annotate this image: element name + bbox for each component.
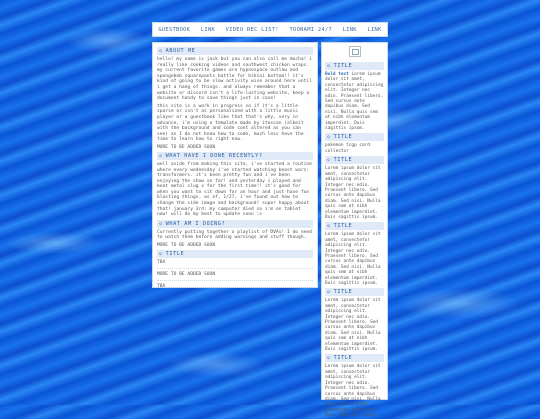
nav-link-3[interactable]: LINK — [367, 26, 382, 33]
nav-link-1[interactable]: LINK — [200, 26, 216, 33]
sidebar-header-5 — [325, 288, 384, 296]
sidebar-title-3: TITLE — [333, 157, 353, 164]
doing-paragraph: Currently putting together a playlist of DVAs! I do need to watch them before adding warnings and stuff though. — [157, 229, 312, 241]
recent-header — [157, 152, 313, 160]
sidebar[interactable] — [321, 42, 388, 419]
divider — [157, 268, 313, 269]
sidebar-text-1-body: Lorem ipsum dolor sit amet, consectetur adipiscing elit. Integer nec odio. Praesent libero. Sed cursus ante dapibus diam. Sed nisi. Nulla quis sem at nibh elementum imperdiet. Duis sagittis ipsum. — [325, 72, 384, 132]
about-paragraph-1: hello! my name is jack but you can also call me mocha! i really like cooking videos and southwest chicken wraps. my current favorite games are hypnospace outlaw and spongebob squarepants battle for bikini bottom!! it's kind of going to be slow activity wise around here until i get a hang of things. and always remember that a website or discord isn't a life-lasting website, keep a document handy to save things just in case! — [157, 57, 312, 102]
diamond-icon: ◇ — [327, 157, 331, 164]
doing-header — [157, 220, 313, 228]
sidebar-text-3: Lorem ipsum dolor sit amet, consectetur adipiscing elit. Integer nec odio. Praesent libero. Sed cursus ante dapibus diam. Sed nisi. Nulla quis sem at nibh elementum imperdiet. Duis sagittis ipsum. — [325, 166, 381, 220]
nav-link-2[interactable]: LINK — [342, 26, 357, 33]
sidebar-title-4: TITLE — [333, 223, 353, 230]
diamond-icon: ◇ — [327, 355, 331, 362]
divider — [157, 280, 313, 281]
sidebar-header-2 — [325, 133, 384, 141]
diamond-icon: ◇ — [327, 63, 331, 69]
about-more-text: MORE TO BE ADDED SOON — [157, 144, 216, 150]
sidebar-header-3 — [325, 156, 384, 164]
sidebar-title-5: TITLE — [333, 289, 353, 296]
nav-link-toonami[interactable]: TOONAMI 24/7 — [289, 26, 333, 33]
diamond-icon: ◇ — [159, 251, 163, 258]
top-nav — [152, 22, 388, 37]
sidebar-title-1: TITLE — [333, 63, 353, 69]
about-paragraph-2: this site is a work in progress so if it's a little sparse or isn't as personalized with a little music player or a guestbook like that that's why, very in advance, i'm using a template made by itoscan (albeit with the background and code cont altered as you can see) as I do not know how to code, much less have the time to learn how to right now. — [157, 103, 304, 143]
about-title: ABOUT ME — [165, 48, 196, 54]
diamond-icon: ◇ — [159, 48, 163, 54]
misc-title: TITLE — [165, 251, 185, 258]
main-content-frame[interactable] — [152, 42, 318, 288]
sidebar-title-6: TITLE — [333, 355, 353, 362]
sidebar-header-6 — [325, 354, 384, 362]
sidebar-text-1 — [325, 72, 384, 131]
doing-title: WHAT AM I DOING? — [165, 220, 226, 227]
misc-tba-2: TBA — [157, 284, 166, 290]
diamond-icon: ◇ — [159, 152, 163, 159]
sidebar-text-2: pokemon tcgp card collector — [325, 143, 370, 154]
recent-title: WHAT HAVE I DONE RECENTLY? — [165, 152, 263, 159]
misc-tba-1: TBA — [157, 260, 166, 266]
recent-paragraph: well aside from making this site, i've started a routine where every wednesday i've started watching beast wars: transformers. it's been pretty fun and i've been enjoying the show so far! and yesterday i played and beat metal slug x for the first time!! it's good for when you want to sit down for an hour and just have fun blasting things. as of, 1/27, i've found out how to change the side image and background! super happy about that! january 3rd: my computer died so i'm on tablet now! will do my best to update soon :> — [157, 161, 312, 218]
about-header — [157, 47, 313, 55]
sidebar-text-4: Lorem ipsum dolor sit amet, consectetur adipiscing elit. Integer nec odio. Praesent libero. Sed cursus ante dapibus diam. Sed nisi. Nulla quis sem at nibh elementum imperdiet. Duis sagittis ipsum. — [325, 232, 381, 286]
broken-image-icon — [349, 46, 361, 57]
diamond-icon: ◇ — [327, 134, 331, 141]
doing-more-text: MORE TO BE ADDED SOON — [157, 243, 216, 249]
nav-link-guestbook[interactable]: GUESTBOOK — [158, 26, 191, 33]
nav-link-video-rec-list[interactable]: VIDEO REC LIST! — [225, 26, 279, 33]
sidebar-title-2: TITLE — [333, 134, 353, 141]
diamond-icon: ◇ — [327, 289, 331, 296]
misc-header — [157, 250, 313, 258]
sidebar-text-5: Lorem ipsum dolor sit amet, consectetur adipiscing elit. Integer nec odio. Praesent libero. Sed cursus ante dapibus diam. Sed nisi. Nulla quis sem at nibh elementum imperdiet. Duis sagittis ipsum. — [325, 298, 381, 353]
sidebar-bold-text: Bold text — [325, 72, 349, 77]
misc-more-text: MORE TO BE ADDED SOON — [157, 272, 216, 278]
sidebar-header-1 — [325, 62, 384, 70]
diamond-icon: ◇ — [327, 223, 331, 230]
diamond-icon: ◇ — [159, 220, 163, 227]
sidebar-text-6: Lorem ipsum dolor sit amet, consectetur adipiscing elit. Integer nec odio. Praesent libero. Sed cursus ante dapibus diam. Sed nisi. Nulla quis sem at nibh elementum imperdiet. Duis sagittis ipsum. — [325, 364, 381, 419]
sidebar-header-4 — [325, 222, 384, 230]
